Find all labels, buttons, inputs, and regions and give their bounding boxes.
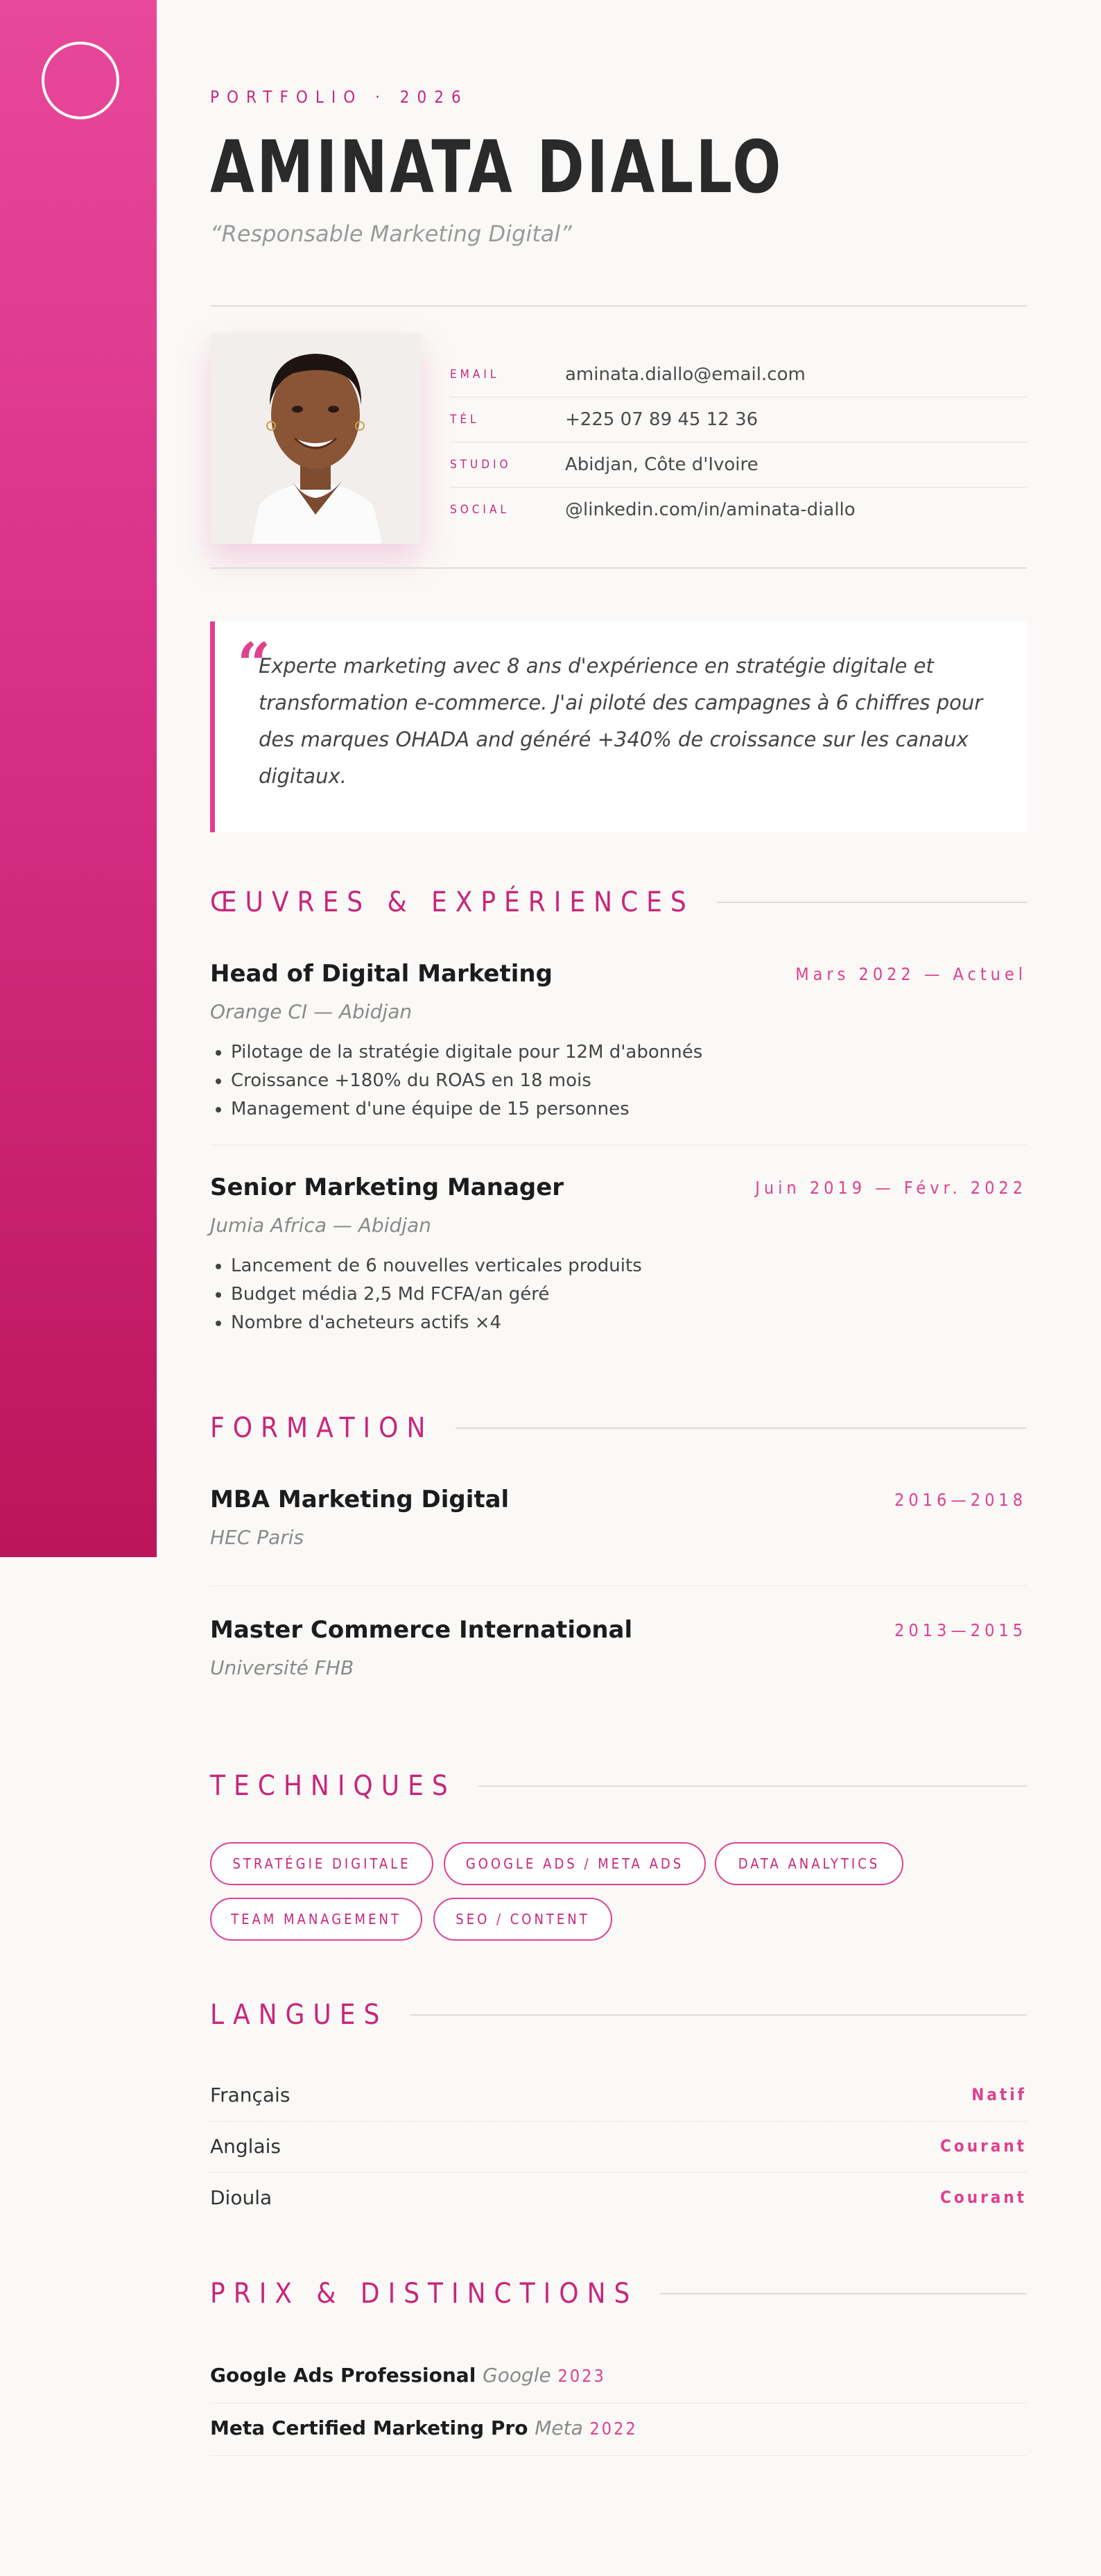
section-rule	[410, 2014, 1027, 2016]
language-level: Courant	[940, 2188, 1027, 2207]
contact-row-phone	[450, 397, 1027, 443]
section-title: TECHNIQUES	[210, 1770, 456, 1802]
entry-date: Mars 2022 — Actuel	[795, 964, 1027, 984]
award-year: 2022	[589, 2419, 638, 2439]
language-name: Anglais	[210, 2135, 281, 2158]
entry-title: MBA Marketing Digital	[210, 1486, 510, 1513]
award-org: Google	[483, 2364, 551, 2387]
section-experience-header	[210, 886, 1027, 918]
divider	[210, 1144, 1027, 1145]
section-rule	[717, 902, 1027, 903]
portrait-illustration	[210, 333, 421, 544]
language-row	[210, 2121, 1027, 2173]
social-link[interactable]: @linkedin.com/in/aminata-diallo	[565, 499, 856, 520]
summary-text: Experte marketing avec 8 ans d'expérience en stratégie digitale et transformation e-commerce. J'ai piloté des campagnes à 6 chiffres pour des marques OHADA and généré +340% de croissance sur les canaux digitaux.	[259, 654, 983, 788]
entry-title: Master Commerce International	[210, 1616, 633, 1644]
contact-label: STUDIO	[450, 458, 512, 472]
section-skills-header	[210, 1770, 1027, 1802]
award-year: 2023	[557, 2366, 606, 2386]
section-languages-header	[210, 1999, 1027, 2031]
divider	[210, 305, 1027, 307]
language-name: Français	[210, 2084, 291, 2106]
summary-quote	[210, 621, 1027, 832]
entry-date: 2013—2015	[894, 1620, 1027, 1640]
contact-row-social	[450, 488, 1027, 532]
sidebar-band	[0, 0, 157, 1557]
award-name: Meta Certified Marketing Pro	[210, 2416, 528, 2439]
education-entry	[210, 1616, 1027, 1679]
bullet-item: • Lancement de 6 nouvelles verticales produits	[231, 1252, 1027, 1280]
contact-label: EMAIL	[450, 368, 500, 381]
section-education-header	[210, 1412, 1027, 1444]
skill-tag: TEAM MANAGEMENT	[210, 1898, 422, 1941]
award-row	[210, 2403, 1027, 2456]
entry-date: 2016—2018	[894, 1490, 1027, 1510]
contact-row-email	[450, 352, 1027, 397]
entry-date: Juin 2019 — Févr. 2022	[755, 1178, 1027, 1198]
language-row	[210, 2070, 1027, 2122]
award-line	[210, 2364, 606, 2387]
language-row	[210, 2172, 1027, 2224]
section-title: PRIX & DISTINCTIONS	[210, 2278, 639, 2310]
skill-tag: GOOGLE ADS / META ADS	[444, 1842, 706, 1885]
email-value[interactable]: aminata.diallo@email.com	[565, 364, 806, 385]
section-rule	[660, 2293, 1027, 2294]
skill-tag: STRATÉGIE DIGITALE	[210, 1842, 433, 1885]
entry-bullets	[210, 1038, 1027, 1124]
section-rule	[478, 1785, 1027, 1787]
entry-org: HEC Paris	[210, 1526, 304, 1549]
section-title: LANGUES	[210, 1999, 388, 2031]
circle-ornament-icon	[42, 42, 119, 119]
contact-row-studio	[450, 443, 1027, 488]
phone-value[interactable]: +225 07 89 45 12 36	[565, 409, 758, 430]
eyebrow-label: PORTFOLIO · 2026	[210, 87, 469, 107]
quote-mark-icon: “	[237, 630, 271, 698]
divider	[210, 567, 1027, 569]
section-title: ŒUVRES & EXPÉRIENCES	[210, 886, 695, 918]
bullet-item: • Budget média 2,5 Md FCFA/an géré	[231, 1280, 1027, 1309]
award-line	[210, 2416, 638, 2439]
entry-org: Orange CI — Abidjan	[210, 1000, 413, 1023]
location-value: Abidjan, Côte d'Ivoire	[565, 454, 758, 475]
language-level: Natif	[971, 2085, 1027, 2104]
experience-entry	[210, 1174, 1027, 1337]
award-row	[210, 2350, 1027, 2403]
bullet-item: • Management d'une équipe de 15 personnes	[231, 1095, 1027, 1124]
language-level: Courant	[940, 2136, 1027, 2156]
skill-tag: SEO / CONTENT	[433, 1898, 612, 1941]
award-name: Google Ads Professional	[210, 2364, 476, 2387]
entry-org: Université FHB	[210, 1656, 354, 1679]
award-org: Meta	[535, 2416, 583, 2439]
job-role: “Responsable Marketing Digital”	[210, 221, 572, 247]
bullet-item: • Nombre d'acheteurs actifs ×4	[231, 1309, 1027, 1337]
portrait-photo	[210, 333, 421, 544]
bullet-item: • Croissance +180% du ROAS en 18 mois	[231, 1067, 1027, 1095]
contact-label: SOCIAL	[450, 503, 510, 517]
experience-entry	[210, 960, 1027, 1124]
section-rule	[456, 1427, 1027, 1429]
skill-tag: DATA ANALYTICS	[715, 1842, 903, 1885]
education-entry	[210, 1486, 1027, 1549]
entry-bullets	[210, 1252, 1027, 1337]
bullet-item: • Pilotage de la stratégie digitale pour 12M d'abonnés	[231, 1038, 1027, 1067]
entry-title: Head of Digital Marketing	[210, 960, 553, 988]
page-title: AMINATA DIALLO	[210, 125, 783, 209]
contact-label: TÉL	[450, 413, 480, 427]
contact-list	[450, 352, 1027, 532]
entry-title: Senior Marketing Manager	[210, 1174, 564, 1201]
section-awards-header	[210, 2278, 1027, 2310]
section-title: FORMATION	[210, 1412, 434, 1444]
entry-org: Jumia Africa — Abidjan	[210, 1214, 431, 1237]
language-name: Dioula	[210, 2186, 272, 2209]
